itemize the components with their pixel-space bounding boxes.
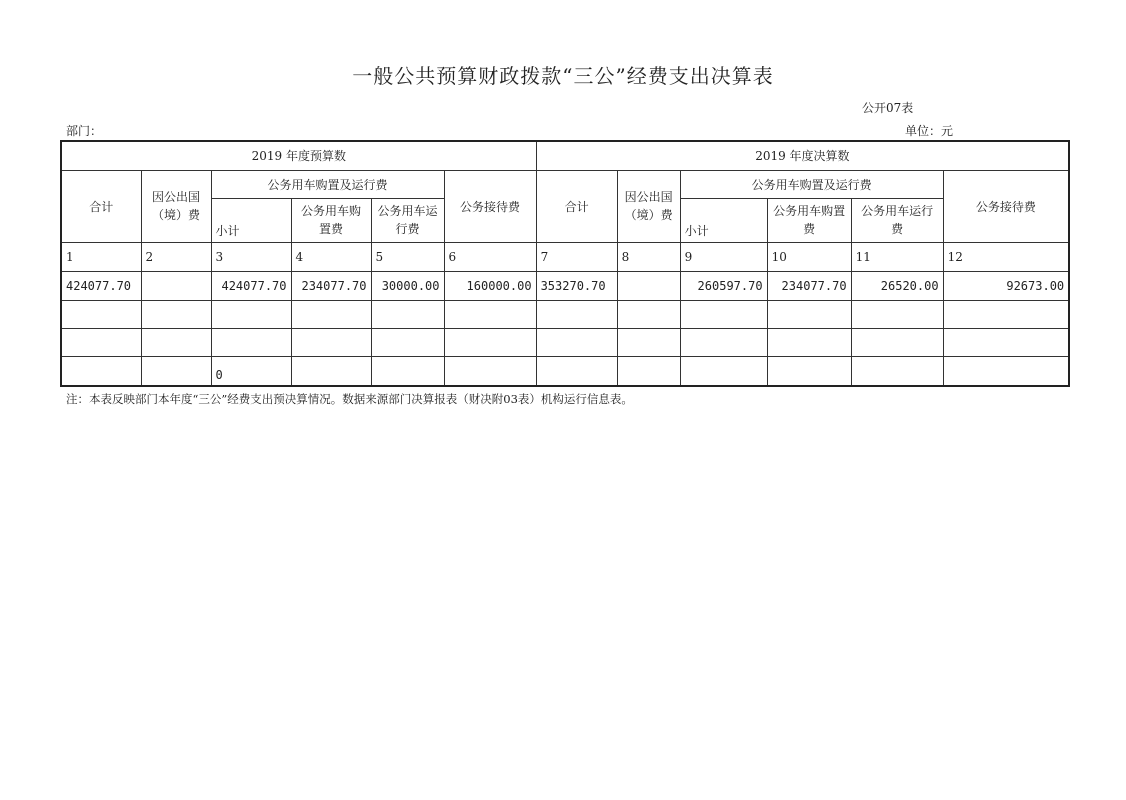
header-abroad-final: 因公出国（境）费 xyxy=(617,170,680,242)
table-cell xyxy=(943,328,1069,356)
table-cell xyxy=(680,356,767,386)
table-cell xyxy=(61,328,141,356)
header-row-groups xyxy=(61,141,1069,170)
cell-purchase-final: 234077.70 xyxy=(767,271,851,300)
cell-abroad-final xyxy=(617,271,680,300)
table-cell xyxy=(943,356,1069,386)
header-abroad-budget: 因公出国（境）费 xyxy=(141,170,211,242)
header-vehicle-budget: 公务用车购置及运行费 xyxy=(211,170,444,198)
table-cell xyxy=(767,300,851,328)
cell-reception-budget: 160000.00 xyxy=(444,271,536,300)
form-number: 公开07表 xyxy=(862,101,914,115)
header-subtotal-budget: 小计 xyxy=(211,198,291,242)
table-cell xyxy=(851,300,943,328)
table-cell xyxy=(767,328,851,356)
col-number: 4 xyxy=(291,242,371,271)
table-cell xyxy=(851,356,943,386)
table-cell xyxy=(291,300,371,328)
table-cell xyxy=(141,300,211,328)
header-total-budget: 合计 xyxy=(61,170,141,242)
cell-subtotal-budget: 424077.70 xyxy=(211,271,291,300)
table-cell xyxy=(444,300,536,328)
cell-total-final: 353270.70 xyxy=(536,271,617,300)
table-row xyxy=(61,328,1069,356)
table-cell xyxy=(444,356,536,386)
col-number: 8 xyxy=(617,242,680,271)
col-number: 2 xyxy=(141,242,211,271)
col-number: 5 xyxy=(371,242,444,271)
table-cell xyxy=(61,300,141,328)
table-row xyxy=(61,271,1069,300)
table-cell xyxy=(61,356,141,386)
table-row xyxy=(61,356,1069,386)
department-label: 部门： xyxy=(66,124,103,138)
table-cell xyxy=(536,328,617,356)
final-group-header: 2019 年度决算数 xyxy=(536,141,1069,170)
table-cell xyxy=(141,328,211,356)
col-number: 6 xyxy=(444,242,536,271)
cell-running-budget: 30000.00 xyxy=(371,271,444,300)
expense-table xyxy=(60,140,1070,387)
header-purchase-budget: 公务用车购置费 xyxy=(291,198,371,242)
unit-label: 单位：元 xyxy=(905,124,954,138)
table-cell xyxy=(291,356,371,386)
header-reception-budget: 公务接待费 xyxy=(444,170,536,242)
col-number: 10 xyxy=(767,242,851,271)
col-number: 1 xyxy=(61,242,141,271)
footnote: 注：本表反映部门本年度“三公”经费支出预决算情况。数据来源部门决算报表（财决附03表）机构运行信息表。 xyxy=(66,392,633,406)
col-number: 3 xyxy=(211,242,291,271)
cell-running-final: 26520.00 xyxy=(851,271,943,300)
table-cell xyxy=(141,356,211,386)
cell-reception-final: 92673.00 xyxy=(943,271,1069,300)
cell-abroad-budget xyxy=(141,271,211,300)
header-row-categories xyxy=(61,170,1069,198)
table-cell xyxy=(371,300,444,328)
column-number-row xyxy=(61,242,1069,271)
col-number: 11 xyxy=(851,242,943,271)
header-vehicle-final: 公务用车购置及运行费 xyxy=(680,170,943,198)
table-cell xyxy=(536,356,617,386)
table-cell xyxy=(680,328,767,356)
col-number: 7 xyxy=(536,242,617,271)
budget-group-header: 2019 年度预算数 xyxy=(61,141,536,170)
table-cell xyxy=(211,300,291,328)
table-cell xyxy=(617,300,680,328)
cell-subtotal-final: 260597.70 xyxy=(680,271,767,300)
table-cell xyxy=(617,328,680,356)
header-reception-final: 公务接待费 xyxy=(943,170,1069,242)
table-cell xyxy=(371,328,444,356)
table-cell xyxy=(680,300,767,328)
col-number: 12 xyxy=(943,242,1069,271)
header-purchase-final: 公务用车购置费 xyxy=(767,198,851,242)
table-row xyxy=(61,300,1069,328)
table-cell xyxy=(444,328,536,356)
table-cell xyxy=(211,328,291,356)
header-subtotal-final: 小计 xyxy=(680,198,767,242)
cell-total-budget: 424077.70 xyxy=(61,271,141,300)
header-running-final: 公务用车运行费 xyxy=(851,198,943,242)
table-cell: 0 xyxy=(211,356,291,386)
page-title: 一般公共预算财政拨款“三公”经费支出决算表 xyxy=(352,64,774,88)
table-cell xyxy=(617,356,680,386)
cell-purchase-budget: 234077.70 xyxy=(291,271,371,300)
table-cell xyxy=(291,328,371,356)
table-cell xyxy=(851,328,943,356)
header-total-final: 合计 xyxy=(536,170,617,242)
table-cell xyxy=(536,300,617,328)
table-cell xyxy=(943,300,1069,328)
table-cell xyxy=(371,356,444,386)
col-number: 9 xyxy=(680,242,767,271)
header-running-budget: 公务用车运行费 xyxy=(371,198,444,242)
table-cell xyxy=(767,356,851,386)
